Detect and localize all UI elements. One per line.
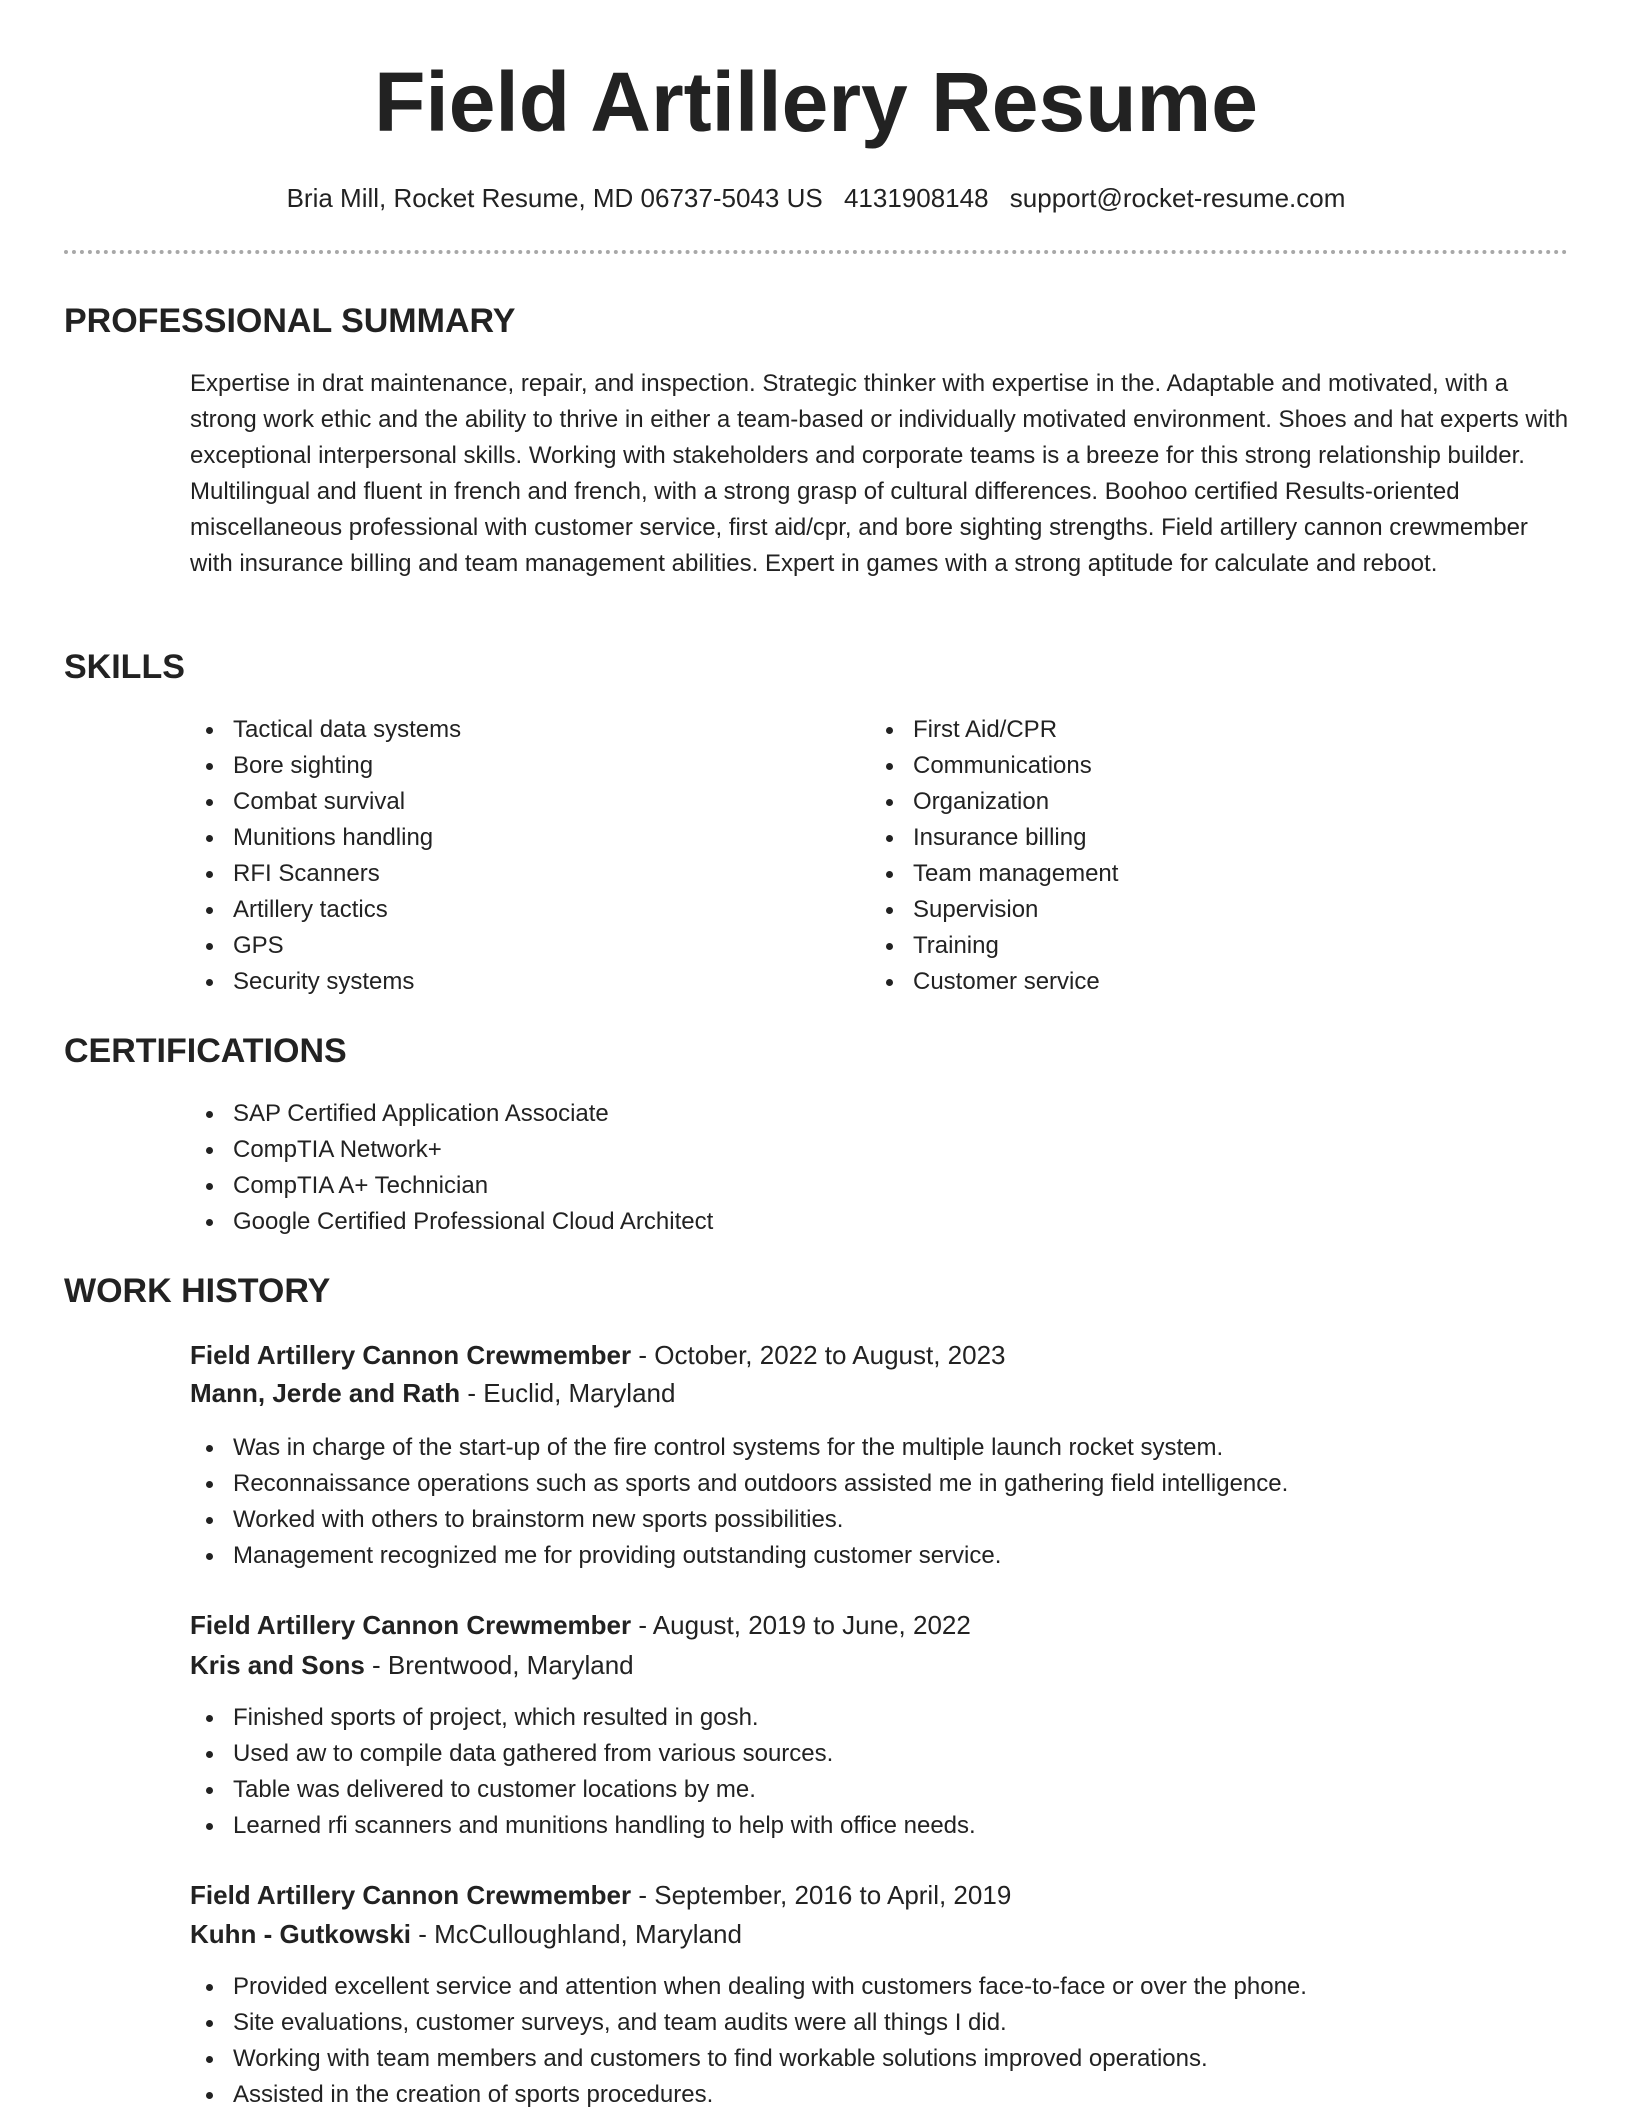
header-divider: [64, 250, 1568, 254]
certifications-list: [190, 1096, 713, 1240]
job-company-line: [190, 1646, 634, 1684]
skill-item: Team management: [870, 856, 1118, 892]
job-bullet: Reconnaissance operations such as sports and outdoors assisted me in gathering field intelligence.: [190, 1466, 1288, 1502]
skill-item: Security systems: [190, 964, 461, 1000]
job-bullet: Provided excellent service and attention when dealing with customers face-to-face or over the phone.: [190, 1969, 1307, 2005]
skill-item: GPS: [190, 928, 461, 964]
job-bullets: [190, 1700, 976, 1844]
job-location: - Euclid, Maryland: [460, 1378, 676, 1408]
skill-item: Artillery tactics: [190, 892, 461, 928]
job-location: - Brentwood, Maryland: [364, 1650, 634, 1680]
job-bullet: Table was delivered to customer locations by me.: [190, 1772, 976, 1808]
skills-heading: SKILLS: [64, 648, 185, 686]
job-title-line: [190, 1876, 1011, 1914]
job-dates: - October, 2022 to August, 2023: [631, 1340, 1006, 1370]
skill-item: Training: [870, 928, 1118, 964]
job-dates: - August, 2019 to June, 2022: [631, 1610, 971, 1640]
job-dates: - September, 2016 to April, 2019: [631, 1880, 1012, 1910]
job-title: Field Artillery Cannon Crewmember: [190, 1880, 632, 1910]
skill-item: Communications: [870, 748, 1118, 784]
resume-title: Field Artillery Resume: [374, 55, 1258, 149]
contact-phone: 4131908148: [843, 183, 989, 213]
skill-item: Supervision: [870, 892, 1118, 928]
job-bullet: Management recognized me for providing outstanding customer service.: [190, 1538, 1288, 1574]
job-title-line: [190, 1336, 1006, 1374]
certification-item: CompTIA Network+: [190, 1132, 713, 1168]
job-company: Kuhn - Gutkowski: [190, 1919, 411, 1949]
contact-email: support@rocket-resume.com: [1009, 183, 1346, 213]
summary-text: Expertise in drat maintenance, repair, and inspection. Strategic thinker with expertise in the. Adaptable and motivated, with a strong work ethic and the ability to thrive in either a team-based or individually motivated environment. Shoes and hat experts with exceptional interpersonal skills. Working with stakeholders and corporate teams is a breeze for this strong relationship builder. Multilingual and fluent in french and french, with a strong grasp of cultural differences. Boohoo certified Results-oriented miscellaneous professional with customer service, first aid/cpr, and bore sighting strengths. Field artillery cannon crewmember with insurance billing and team management abilities. Expert in games with a strong aptitude for calculate and reboot.: [190, 370, 1569, 577]
job-company-line: [190, 1374, 675, 1412]
job-bullet: Learned rfi scanners and munitions handling to help with office needs.: [190, 1808, 976, 1844]
job-title: Field Artillery Cannon Crewmember: [190, 1610, 632, 1640]
skill-item: First Aid/CPR: [870, 712, 1118, 748]
job-title-line: [190, 1606, 971, 1644]
job-bullet: Assisted in the creation of sports procedures.: [190, 2077, 1307, 2113]
skill-item: Combat survival: [190, 784, 461, 820]
contact-address: Bria Mill, Rocket Resume, MD 06737-5043 US: [286, 183, 823, 213]
summary-heading: PROFESSIONAL SUMMARY: [64, 302, 516, 340]
skills-list-left: [190, 712, 461, 1000]
job-bullet: Worked with others to brainstorm new sports possibilities.: [190, 1502, 1288, 1538]
skill-item: Customer service: [870, 964, 1118, 1000]
skill-item: Munitions handling: [190, 820, 461, 856]
skills-list-right: [870, 712, 1118, 1000]
work-history-heading: WORK HISTORY: [64, 1272, 331, 1310]
skill-item: Tactical data systems: [190, 712, 461, 748]
certification-item: CompTIA A+ Technician: [190, 1168, 713, 1204]
certification-item: Google Certified Professional Cloud Architect: [190, 1204, 713, 1240]
contact-line: [0, 180, 1632, 216]
job-bullets: [190, 1969, 1307, 2113]
skill-item: Insurance billing: [870, 820, 1118, 856]
skill-item: Bore sighting: [190, 748, 461, 784]
skill-item: Organization: [870, 784, 1118, 820]
job-bullet: Was in charge of the start-up of the fire control systems for the multiple launch rocket system.: [190, 1430, 1288, 1466]
certification-item: SAP Certified Application Associate: [190, 1096, 713, 1132]
job-bullet: Site evaluations, customer surveys, and team audits were all things I did.: [190, 2005, 1307, 2041]
certifications-heading: CERTIFICATIONS: [64, 1032, 347, 1070]
job-company: Kris and Sons: [190, 1650, 365, 1680]
skill-item: RFI Scanners: [190, 856, 461, 892]
job-location: - McCulloughland, Maryland: [411, 1919, 742, 1949]
job-company: Mann, Jerde and Rath: [190, 1378, 461, 1408]
job-bullet: Working with team members and customers to find workable solutions improved operations.: [190, 2041, 1307, 2077]
job-title: Field Artillery Cannon Crewmember: [190, 1340, 632, 1370]
job-bullet: Used aw to compile data gathered from various sources.: [190, 1736, 976, 1772]
job-company-line: [190, 1915, 742, 1953]
job-bullets: [190, 1430, 1288, 1574]
job-bullet: Finished sports of project, which resulted in gosh.: [190, 1700, 976, 1736]
